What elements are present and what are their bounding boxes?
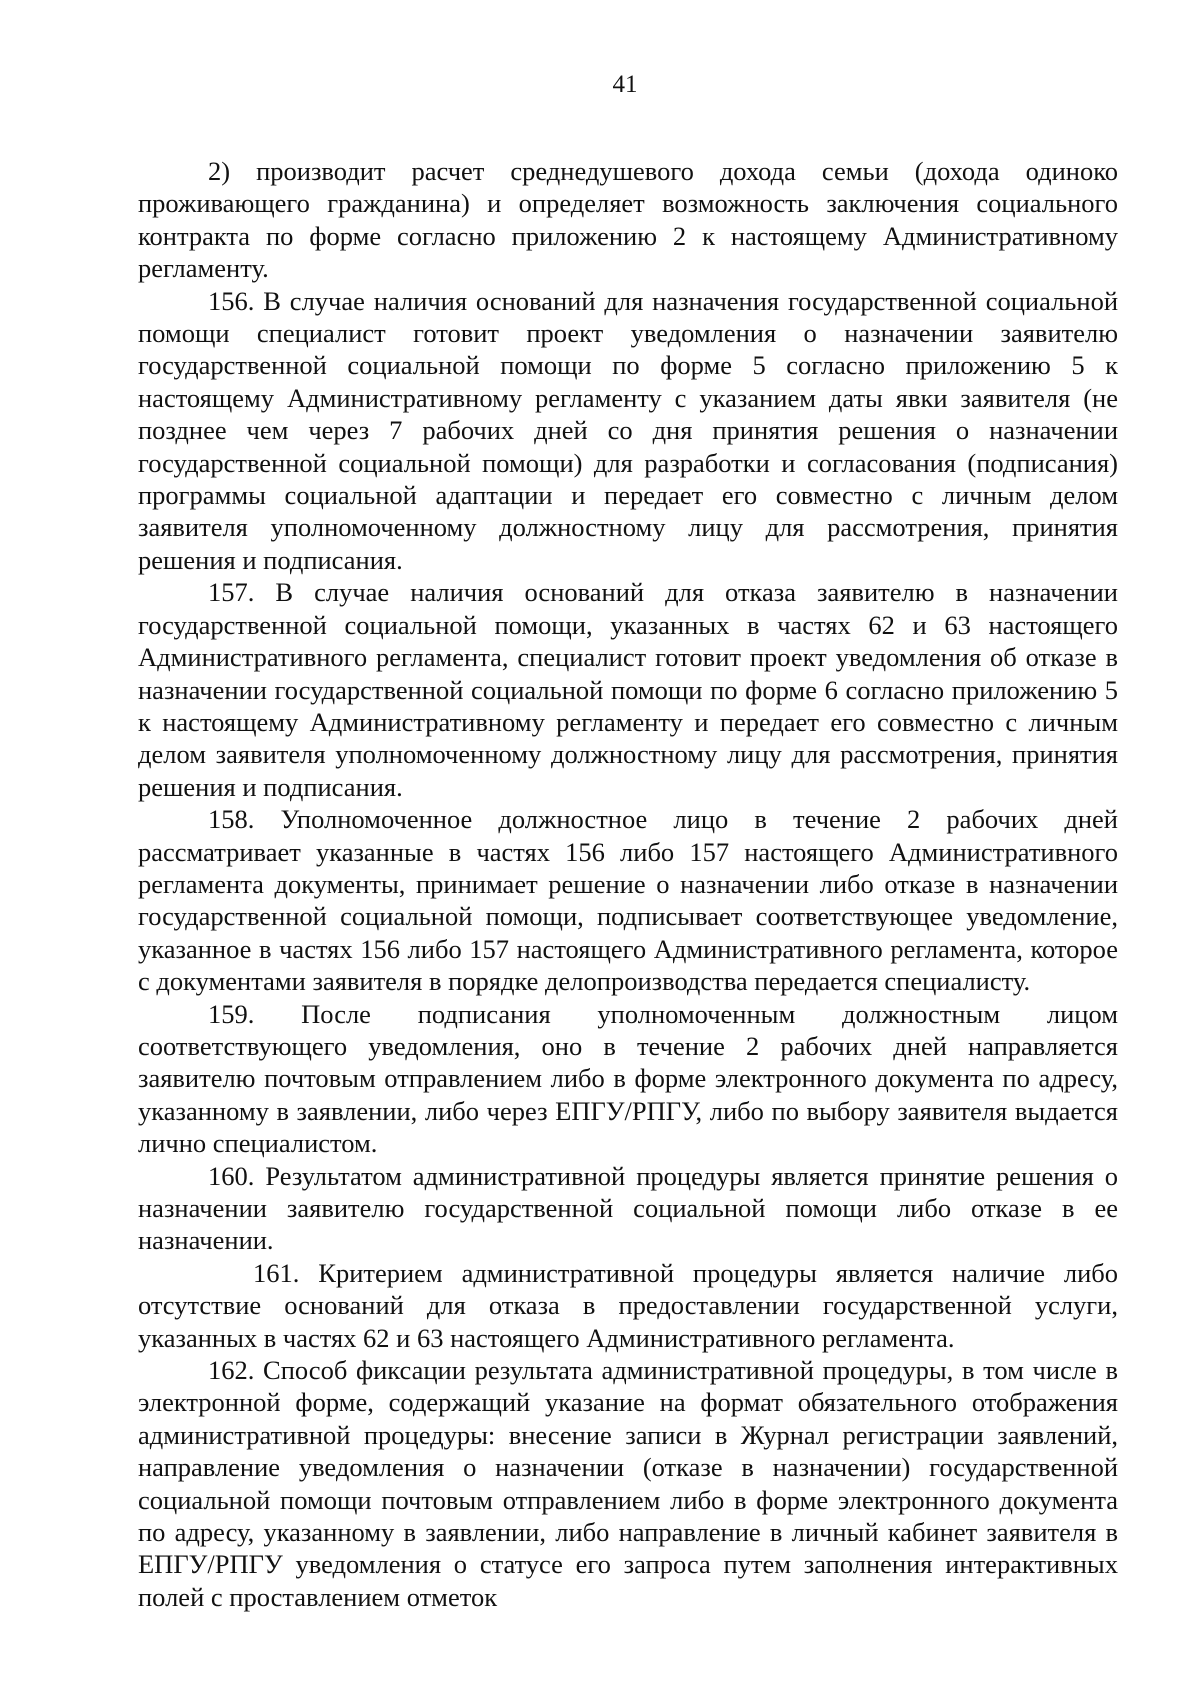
paragraph-160: 160. Результатом административной процедуры является принятие решения о назначении заявителю государственной социальной помощи либо отказе в ее назначении. xyxy=(138,1160,1118,1256)
paragraph-item-2: 2) производит расчет среднедушевого дохода семьи (дохода одиноко проживающего гражданина) и определяет возможность заключения социального контракта по форме согласно приложению 2 к настоящему Административному регламенту. xyxy=(138,156,1118,284)
paragraph-157: 157. В случае наличия оснований для отказа заявителю в назначении государственной социальной помощи, указанных в частях 62 и 63 настоящего Административного регламента, специалист готовит проект уведомления об отказе в назначении государственной социальной помощи по форме 6 согласно приложению 5 к настоящему Административному регламенту и передает его совместно с личным делом заявителя уполномоченному должностному лицу для рассмотрения, принятия решения и подписания. xyxy=(138,577,1118,802)
paragraph-156: 156. В случае наличия оснований для назначения государственной социальной помощи специалист готовит проект уведомления о назначении заявителю государственной социальной помощи по форме 5 согласно приложению 5 к настоящему Административному регламенту с указанием даты явки заявителя (не позднее чем через 7 рабочих дней со дня принятия решения о назначении государственной социальной помощи) для разработки и согласования (подписания) программы социальной адаптации и передает его совместно с личным делом заявителя уполномоченному должностному лицу для рассмотрения, принятия решения и подписания. xyxy=(138,285,1118,575)
document-body xyxy=(138,155,1118,1613)
paragraph-161: 161. Критерием административной процедуры является наличие либо отсутствие оснований для отказа в предоставлении государственной услуги, указанных в частях 62 и 63 настоящего Административного регламента. xyxy=(138,1257,1118,1353)
page-number: 41 xyxy=(612,71,638,98)
paragraph-159: 159. После подписания уполномоченным должностным лицом соответствующего уведомления, оно в течение 2 рабочих дней направляется заявителю почтовым отправлением либо в форме электронного документа по адресу, указанному в заявлении, либо через ЕПГУ/РПГУ, либо по выбору заявителя выдается лично специалистом. xyxy=(138,998,1118,1159)
paragraph-162: 162. Способ фиксации результата административной процедуры, в том числе в электронной форме, содержащий указание на формат обязательного отображения административной процедуры: внесение записи в Журнал регистрации заявлений, направление уведомления о назначении (отказе в назначении) государственной социальной помощи почтовым отправлением либо в форме электронного документа по адресу, указанному в заявлении, либо направление в личный кабинет заявителя в ЕПГУ/РПГУ уведомления о статусе его запроса путем заполнения интерактивных полей с проставлением отметок xyxy=(138,1355,1118,1612)
paragraph-158: 158. Уполномоченное должностное лицо в течение 2 рабочих дней рассматривает указанные в частях 156 либо 157 настоящего Административного регламента документы, принимает решение о назначении либо отказе в назначении государственной социальной помощи, подписывает соответствующее уведомление, указанное в частях 156 либо 157 настоящего Административного регламента, которое с документами заявителя в порядке делопроизводства передается специалисту. xyxy=(138,804,1118,997)
